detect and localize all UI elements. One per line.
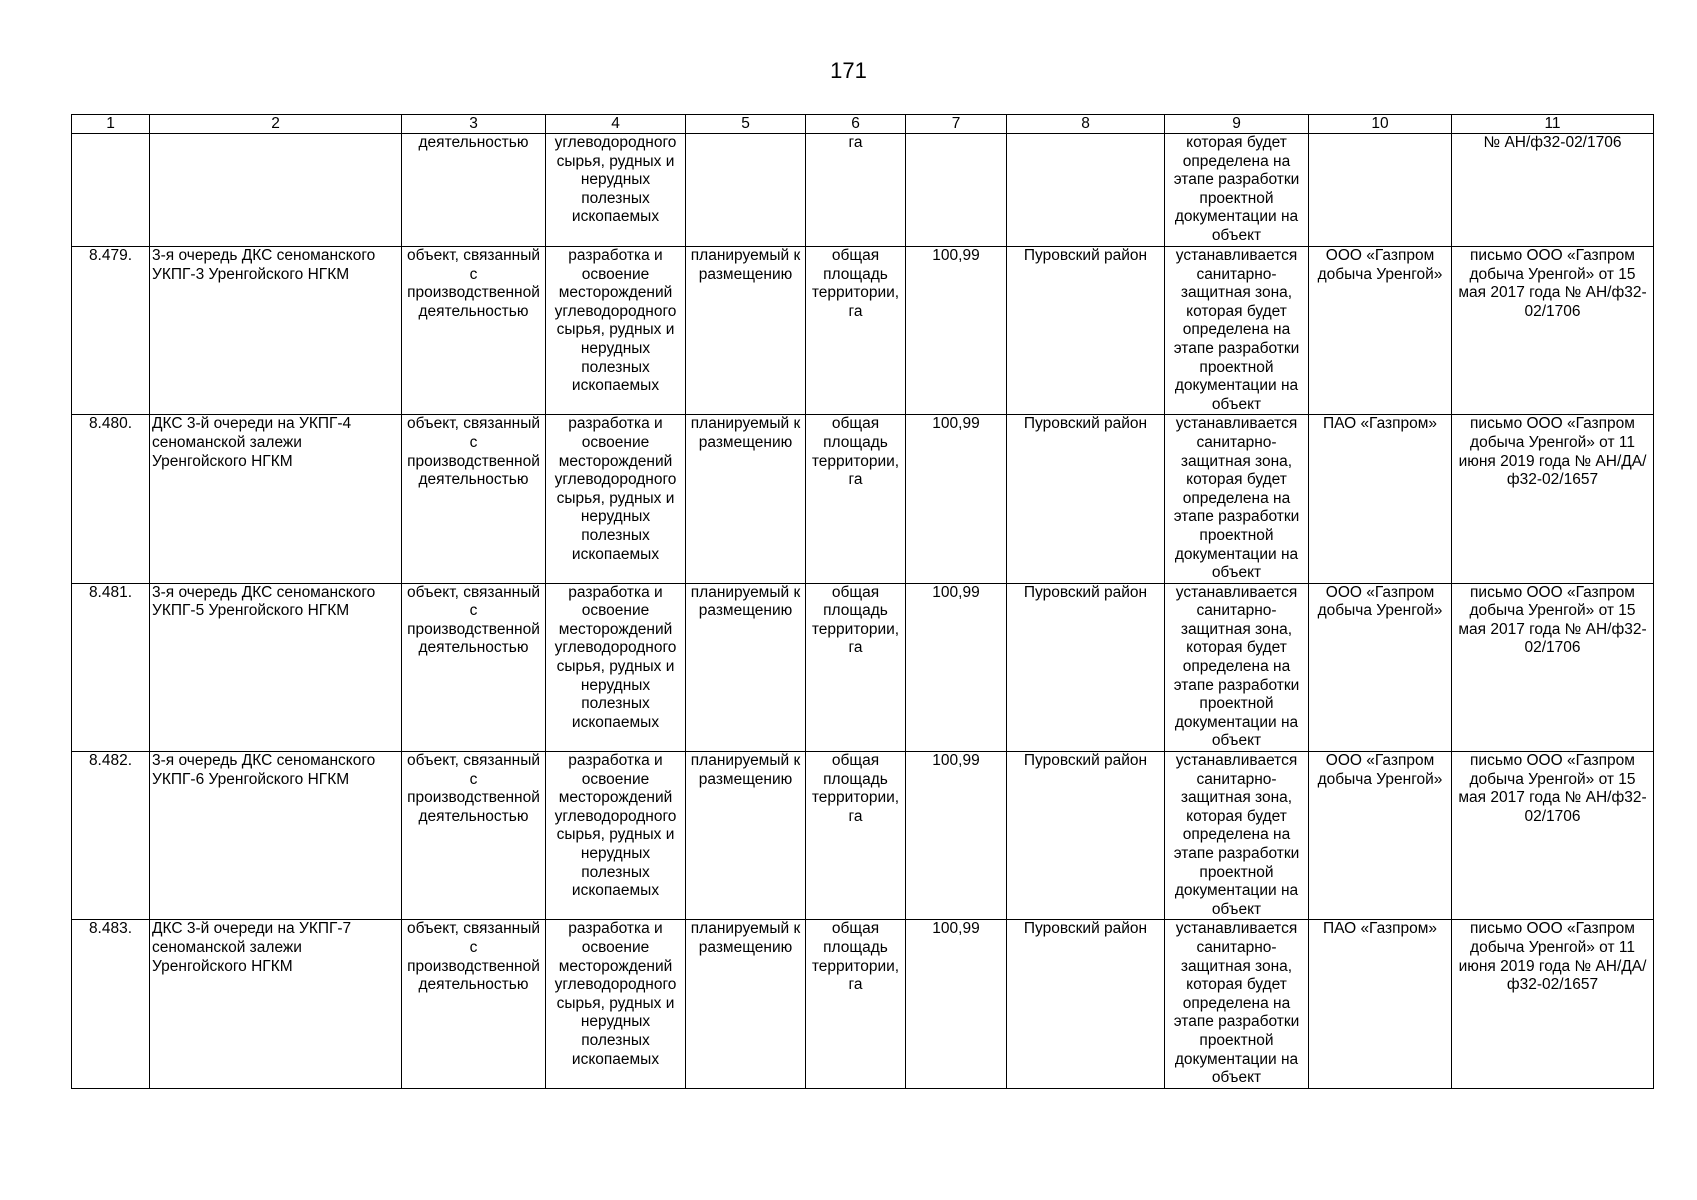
cell-zone: устанавливается санитарно-защитная зона, которая будет определена на этапе разработки проектной документации на объект xyxy=(1165,752,1309,920)
cell-name: 3-я очередь ДКС сеноманского УКПГ-3 Уренгойского НГКМ xyxy=(150,247,402,415)
header-cell: 4 xyxy=(546,115,686,134)
cell-org: ПАО «Газпром» xyxy=(1309,415,1452,583)
cell-type: объект, связанный с производственной деятельностью xyxy=(402,920,546,1088)
table-row xyxy=(72,752,1654,920)
cell-status: планируемый к размещению xyxy=(686,920,806,1088)
cell-param: общая площадь территории, га xyxy=(806,752,906,920)
cell-name: 3-я очередь ДКС сеноманского УКПГ-6 Уренгойского НГКМ xyxy=(150,752,402,920)
header-cell: 9 xyxy=(1165,115,1309,134)
cell-basis: письмо ООО «Газпром добыча Уренгой» от 15 мая 2017 года № АН/ф32-02/1706 xyxy=(1452,752,1654,920)
cell-purpose: разработка и освоение месторождений углеводородного сырья, рудных и нерудных полезных ископаемых xyxy=(546,583,686,751)
cell-number: 8.480. xyxy=(72,415,150,583)
cell-org: ООО «Газпром добыча Уренгой» xyxy=(1309,583,1452,751)
cell-param: га xyxy=(806,134,906,247)
header-cell: 3 xyxy=(402,115,546,134)
header-cell: 6 xyxy=(806,115,906,134)
cell-name: 3-я очередь ДКС сеноманского УКПГ-5 Уренгойского НГКМ xyxy=(150,583,402,751)
cell-number: 8.479. xyxy=(72,247,150,415)
cell-purpose: разработка и освоение месторождений углеводородного сырья, рудных и нерудных полезных ископаемых xyxy=(546,920,686,1088)
header-cell: 10 xyxy=(1309,115,1452,134)
cell-value: 100,99 xyxy=(906,752,1007,920)
cell-purpose: разработка и освоение месторождений углеводородного сырья, рудных и нерудных полезных ископаемых xyxy=(546,752,686,920)
cell-zone: устанавливается санитарно-защитная зона, которая будет определена на этапе разработки проектной документации на объект xyxy=(1165,247,1309,415)
cell-param: общая площадь территории, га xyxy=(806,415,906,583)
cell-purpose: разработка и освоение месторождений углеводородного сырья, рудных и нерудных полезных ископаемых xyxy=(546,415,686,583)
cell-type: объект, связанный с производственной деятельностью xyxy=(402,583,546,751)
table-row xyxy=(72,415,1654,583)
header-cell: 1 xyxy=(72,115,150,134)
cell-type: объект, связанный с производственной деятельностью xyxy=(402,752,546,920)
table-row xyxy=(72,247,1654,415)
cell-name: ДКС 3-й очереди на УКПГ-7 сеноманской залежи Уренгойского НГКМ xyxy=(150,920,402,1088)
cell-status: планируемый к размещению xyxy=(686,247,806,415)
header-cell: 5 xyxy=(686,115,806,134)
cell-type: деятельностью xyxy=(402,134,546,247)
cell-basis: письмо ООО «Газпром добыча Уренгой» от 15 мая 2017 года № АН/ф32-02/1706 xyxy=(1452,583,1654,751)
cell-empty xyxy=(1007,134,1165,247)
cell-empty xyxy=(906,134,1007,247)
cell-status: планируемый к размещению xyxy=(686,583,806,751)
cell-value: 100,99 xyxy=(906,247,1007,415)
table-row xyxy=(72,583,1654,751)
cell-empty xyxy=(1309,134,1452,247)
cell-number: 8.483. xyxy=(72,920,150,1088)
cell-zone: устанавливается санитарно-защитная зона, которая будет определена на этапе разработки проектной документации на объект xyxy=(1165,583,1309,751)
cell-location: Пуровский район xyxy=(1007,583,1165,751)
header-row xyxy=(72,115,1654,134)
header-cell: 11 xyxy=(1452,115,1654,134)
cell-location: Пуровский район xyxy=(1007,920,1165,1088)
cell-empty xyxy=(150,134,402,247)
cell-empty xyxy=(686,134,806,247)
objects-table xyxy=(71,114,1654,1089)
cell-type: объект, связанный с производственной деятельностью xyxy=(402,247,546,415)
cell-purpose: разработка и освоение месторождений углеводородного сырья, рудных и нерудных полезных ископаемых xyxy=(546,247,686,415)
cell-number: 8.482. xyxy=(72,752,150,920)
cell-basis: № АН/ф32-02/1706 xyxy=(1452,134,1654,247)
cell-empty xyxy=(72,134,150,247)
table-row xyxy=(72,920,1654,1088)
cell-zone: которая будет определена на этапе разработки проектной документации на объект xyxy=(1165,134,1309,247)
cell-param: общая площадь территории, га xyxy=(806,920,906,1088)
continuation-row xyxy=(72,134,1654,247)
cell-zone: устанавливается санитарно-защитная зона, которая будет определена на этапе разработки проектной документации на объект xyxy=(1165,920,1309,1088)
cell-status: планируемый к размещению xyxy=(686,752,806,920)
cell-name: ДКС 3-й очереди на УКПГ-4 сеноманской залежи Уренгойского НГКМ xyxy=(150,415,402,583)
cell-number: 8.481. xyxy=(72,583,150,751)
cell-type: объект, связанный с производственной деятельностью xyxy=(402,415,546,583)
cell-basis: письмо ООО «Газпром добыча Уренгой» от 15 мая 2017 года № АН/ф32-02/1706 xyxy=(1452,247,1654,415)
cell-value: 100,99 xyxy=(906,583,1007,751)
cell-value: 100,99 xyxy=(906,920,1007,1088)
header-cell: 7 xyxy=(906,115,1007,134)
cell-param: общая площадь территории, га xyxy=(806,247,906,415)
cell-status: планируемый к размещению xyxy=(686,415,806,583)
header-cell: 2 xyxy=(150,115,402,134)
cell-param: общая площадь территории, га xyxy=(806,583,906,751)
cell-org: ООО «Газпром добыча Уренгой» xyxy=(1309,247,1452,415)
cell-location: Пуровский район xyxy=(1007,415,1165,583)
cell-basis: письмо ООО «Газпром добыча Уренгой» от 11 июня 2019 года № АН/ДА/ф32-02/1657 xyxy=(1452,415,1654,583)
cell-purpose: углеводородного сырья, рудных и нерудных полезных ископаемых xyxy=(546,134,686,247)
cell-org: ООО «Газпром добыча Уренгой» xyxy=(1309,752,1452,920)
cell-location: Пуровский район xyxy=(1007,247,1165,415)
cell-location: Пуровский район xyxy=(1007,752,1165,920)
cell-value: 100,99 xyxy=(906,415,1007,583)
cell-org: ПАО «Газпром» xyxy=(1309,920,1452,1088)
header-cell: 8 xyxy=(1007,115,1165,134)
page-number: 171 xyxy=(830,58,867,83)
cell-zone: устанавливается санитарно-защитная зона, которая будет определена на этапе разработки проектной документации на объект xyxy=(1165,415,1309,583)
cell-basis: письмо ООО «Газпром добыча Уренгой» от 11 июня 2019 года № АН/ДА/ф32-02/1657 xyxy=(1452,920,1654,1088)
